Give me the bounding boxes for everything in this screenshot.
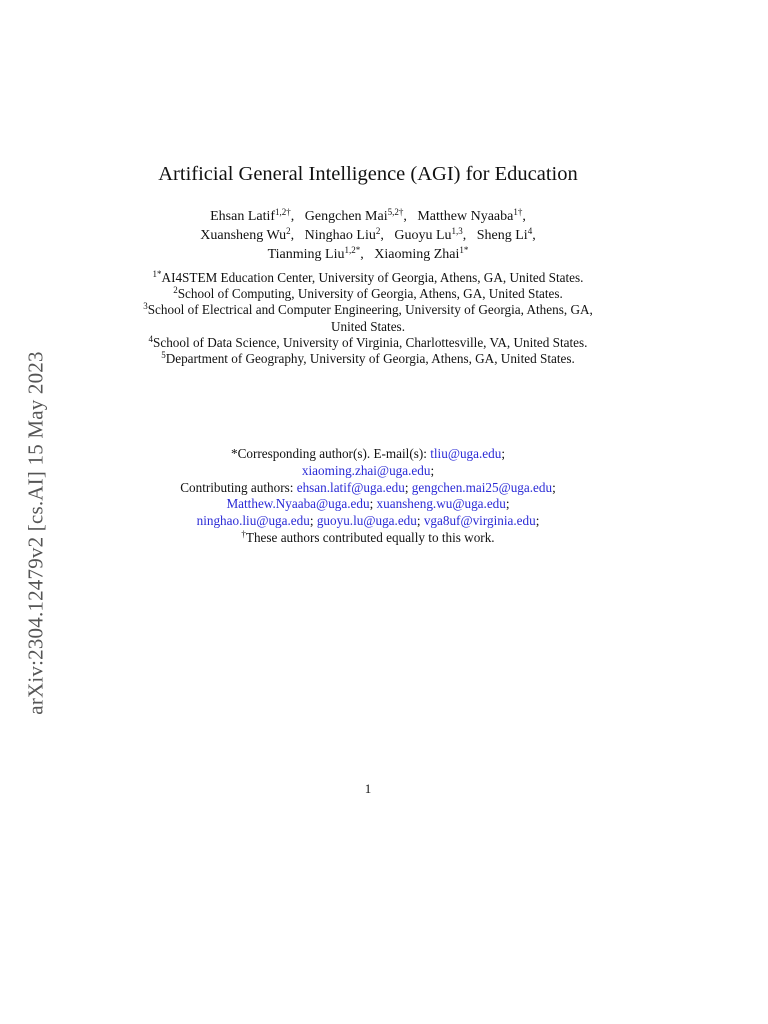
author-entry: Xiaoming Zhai$^{1*}$: [374, 245, 469, 262]
email-link[interactable]: ehsan.latif@uga.edu: [296, 479, 405, 495]
equal-contribution-note: †These authors contributed equally to this work.: [241, 528, 495, 545]
author-list: [140, 207, 596, 264]
author-entry: Sheng Li$^4$,: [476, 226, 536, 243]
email-link[interactable]: vga8uf@virginia.edu: [423, 513, 536, 529]
author-entry: Matthew Nyaaba$^{1\dagger}$,: [417, 207, 526, 224]
contributing-label: Contributing authors:: [180, 479, 294, 495]
email-link[interactable]: xuansheng.wu@uga.edu: [376, 496, 506, 512]
paper-title: Artificial General Intelligence (AGI) for Education: [158, 163, 578, 185]
affiliation-item: $^5$Department of Geography, University of Georgia, Athens, GA, United States.: [161, 350, 575, 367]
page-number: 1: [364, 781, 372, 796]
corresponding-label: *Corresponding author(s). E-mail(s):: [230, 446, 427, 461]
contact-block: [140, 446, 596, 547]
email-link[interactable]: tliu@uga.edu: [430, 446, 502, 461]
arxiv-identifier-stamp: [0, 0, 60, 1024]
contributing-authors: Contributing authors: ehsan.latif@uga.edu; gengchen.mai25@uga.edu; Matthew.Nyaaba@uga.edu; xuansheng.wu@uga.edu; ninghao.liu@uga.edu; guoyu.lu@uga.edu; vga8uf@virginia.edu;: [180, 479, 556, 529]
affiliation-item: $^2$School of Computing, University of Georgia, Athens, GA, United States.: [173, 285, 563, 302]
author-entry: Xuansheng Wu$^2$,: [200, 226, 302, 243]
email-link[interactable]: Matthew.Nyaaba@uga.edu: [226, 496, 370, 512]
author-entry: Ninghao Liu$^2$,: [304, 226, 391, 243]
email-link[interactable]: xiaoming.zhai@uga.edu: [301, 462, 431, 478]
author-entry: Ehsan Latif$^{1,2\dagger}$,: [210, 207, 302, 224]
corresponding-authors: *Corresponding author(s). E-mail(s): tliu@uga.edu; xiaoming.zhai@uga.edu;: [230, 446, 506, 478]
affiliation-list: [140, 270, 596, 367]
email-link[interactable]: gengchen.mai25@uga.edu: [411, 479, 553, 495]
email-link[interactable]: ninghao.liu@uga.edu: [196, 513, 310, 529]
author-entry: Tianming Liu$^{1,2*}$,: [267, 245, 371, 262]
email-link[interactable]: guoyu.lu@uga.edu: [316, 513, 417, 529]
affiliation-item: $^4$School of Data Science, University of Virginia, Charlottesville, VA, United States.: [148, 333, 588, 350]
arxiv-stamp-text: arXiv:2304.12479v2 [cs.AI] 15 May 2023: [23, 351, 48, 715]
author-entry: Gengchen Mai$^{5,2\dagger}$,: [304, 207, 414, 224]
affiliation-item: $^3$School of Electrical and Computer Engineering, University of Georgia, Athens, GA, United States.: [143, 301, 593, 334]
affiliation-item: $^{1*}$AI4STEM Education Center, University of Georgia, Athens, GA, United States.: [152, 269, 584, 285]
author-entry: Guoyu Lu$^{1,3}$,: [394, 226, 474, 243]
